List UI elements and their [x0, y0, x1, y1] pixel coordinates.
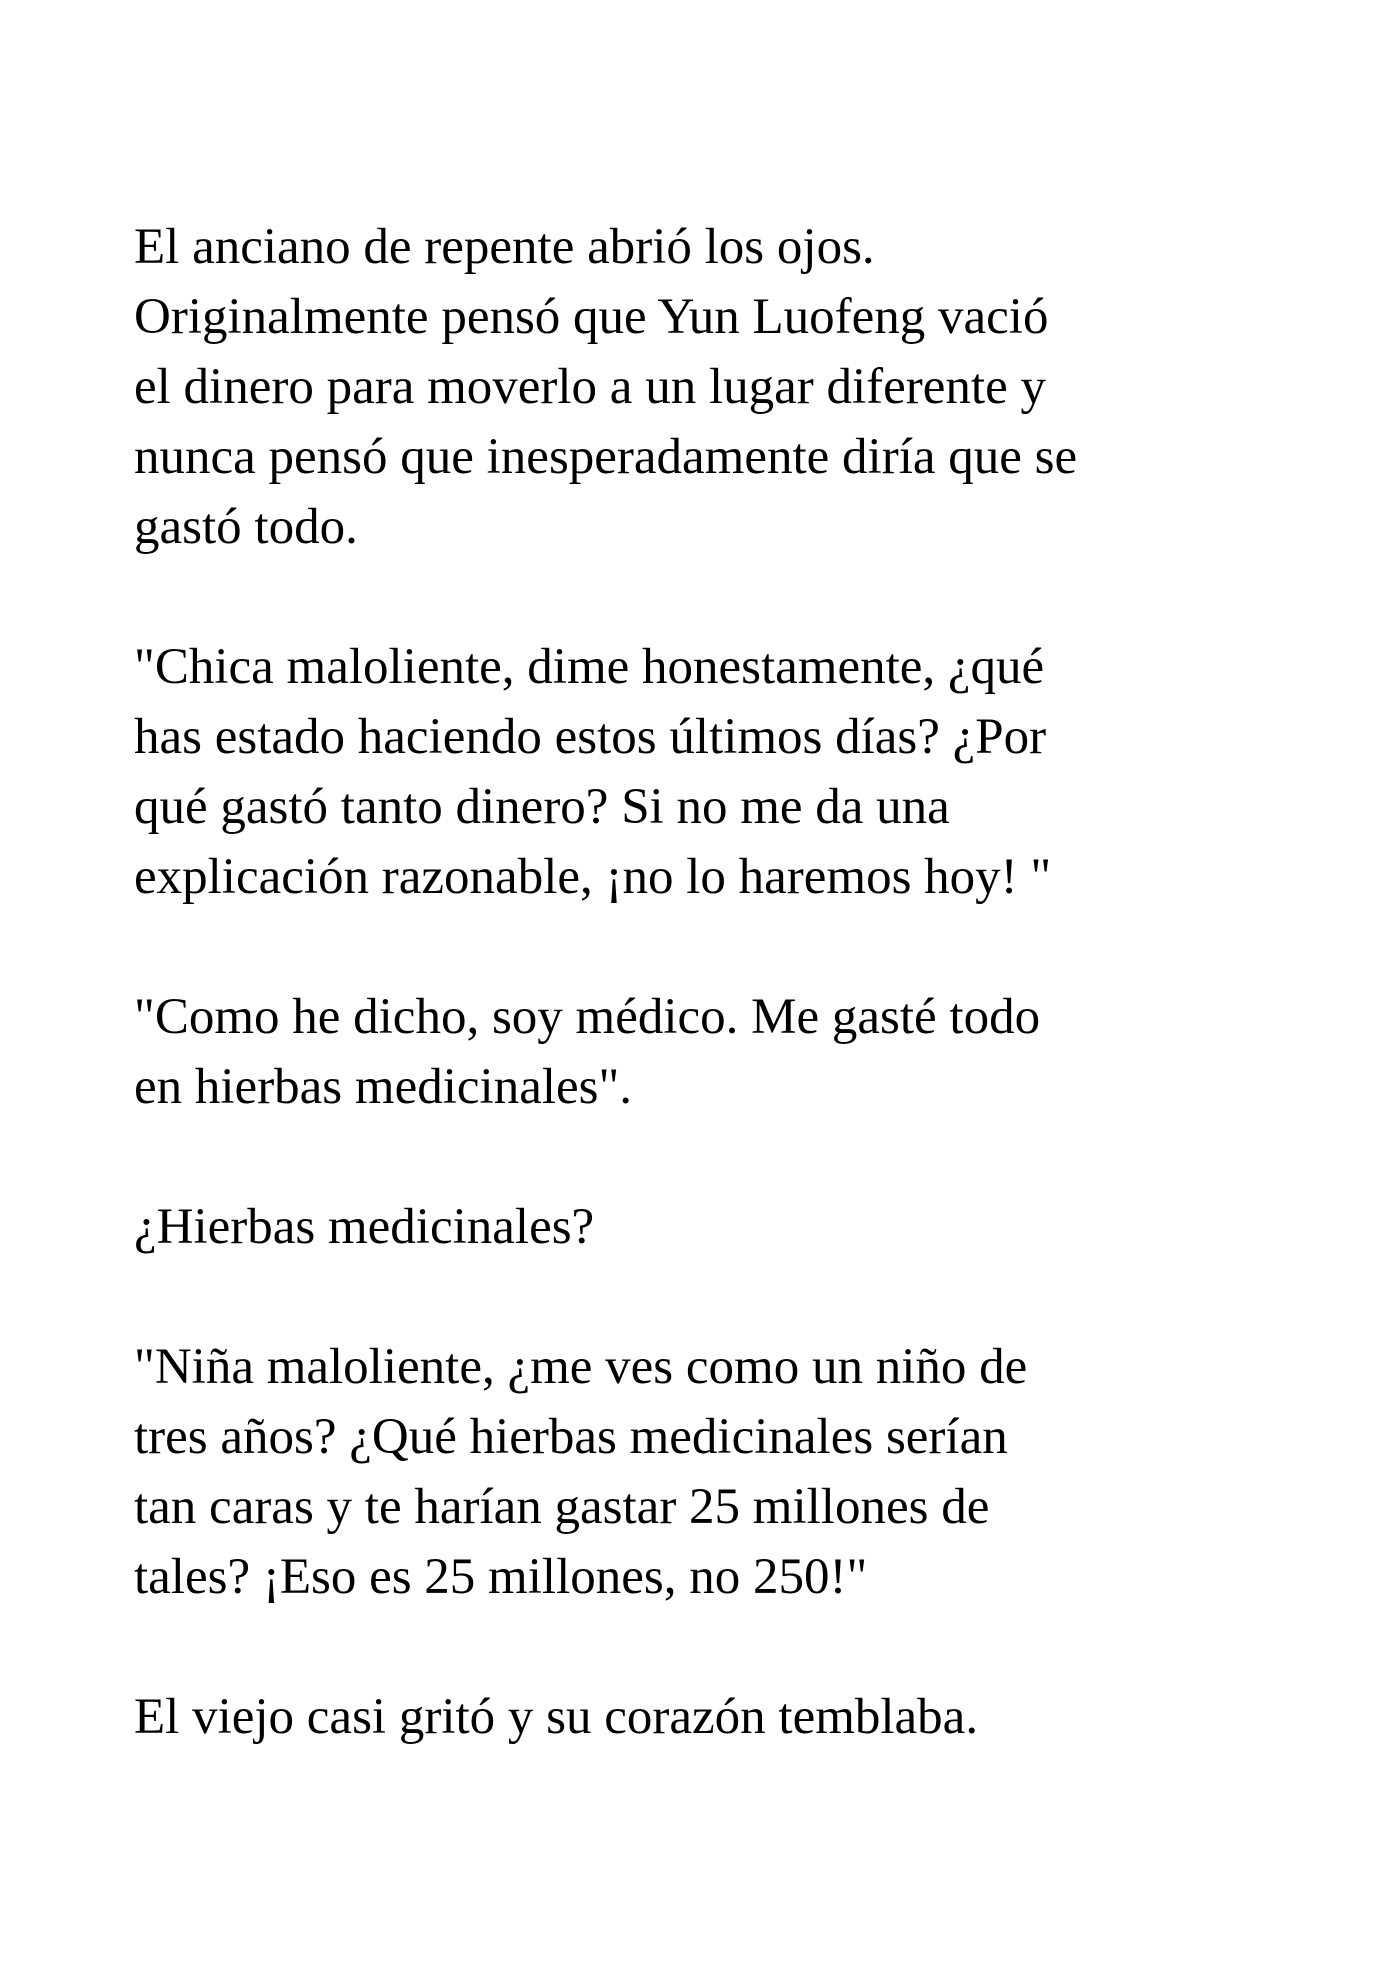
text-line: Originalmente pensó que Yun Luofeng vació: [134, 289, 1049, 345]
text-line: gastó todo.: [134, 499, 358, 555]
text-line: "Chica maloliente, dime honestamente, ¿qué: [134, 639, 1045, 695]
text-line: tres años? ¿Qué hierbas medicinales serían: [134, 1409, 1008, 1465]
text-line: El anciano de repente abrió los ojos.: [134, 219, 875, 275]
paragraph-4: [134, 1192, 1314, 1262]
paragraph-6: [134, 1682, 1314, 1752]
paragraph-1: [134, 212, 1314, 562]
text-line: El viejo casi gritó y su corazón temblaba.: [134, 1689, 979, 1745]
text-line: tales? ¡Eso es 25 millones, no 250!": [134, 1549, 868, 1605]
text-line: ¿Hierbas medicinales?: [134, 1199, 595, 1255]
text-line: "Como he dicho, soy médico. Me gasté todo: [134, 989, 1041, 1045]
text-line: tan caras y te harían gastar 25 millones de: [134, 1479, 990, 1535]
paragraph-2: [134, 632, 1314, 912]
paragraph-3: [134, 982, 1314, 1122]
text-line: en hierbas medicinales".: [134, 1059, 633, 1115]
text-line: el dinero para moverlo a un lugar diferente y: [134, 359, 1046, 415]
text-line: qué gastó tanto dinero? Si no me da una: [134, 779, 950, 835]
text-line: "Niña maloliente, ¿me ves como un niño de: [134, 1339, 1028, 1395]
text-line: has estado haciendo estos últimos días? ¿Por: [134, 709, 1047, 765]
paragraph-5: [134, 1332, 1314, 1612]
text-line: explicación razonable, ¡no lo haremos hoy! ": [134, 849, 1052, 905]
document-body: [134, 212, 1314, 1752]
text-line: nunca pensó que inesperadamente diría que se: [134, 429, 1078, 485]
